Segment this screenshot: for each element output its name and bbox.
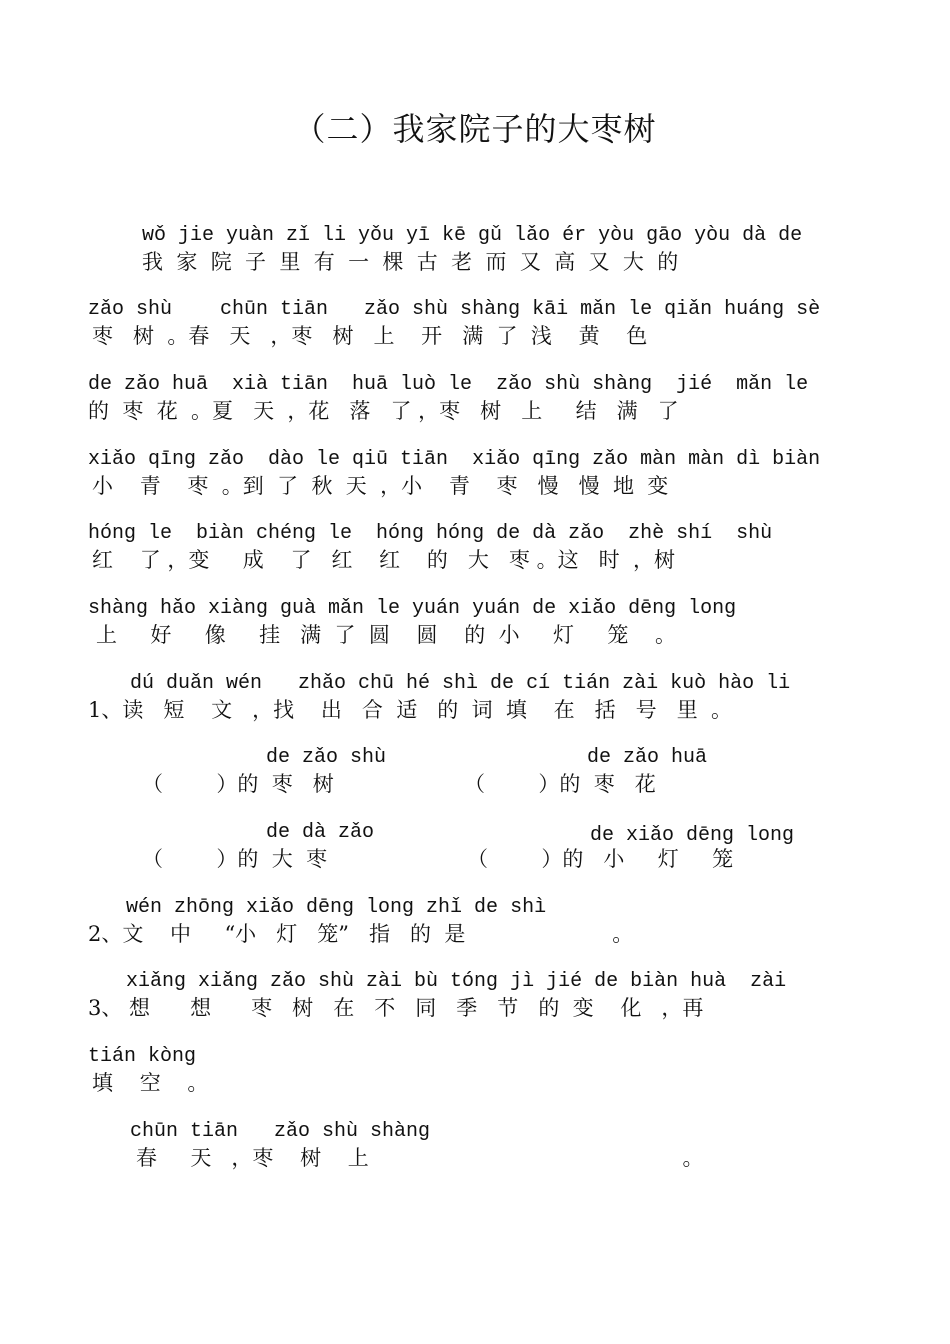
pinyin-question-2: wén zhōng xiǎo dēng long zhǐ de shì [126, 896, 547, 919]
pinyin-blank-2: de zǎo huā [587, 746, 708, 769]
question-3-text: 3、 想 想 枣 树 在 不 同 季 节 的 变 化 ，再 [88, 996, 704, 1020]
pinyin-line-6: shàng hǎo xiàng guà mǎn le yuán yuán de xiǎo dēng long [88, 597, 737, 620]
pinyin-fill-blank: tián kòng [88, 1045, 197, 1068]
hanzi-line-5: 红 了 ，变 成 了 红 红 的 大 枣 。这 时 ，树 [92, 548, 675, 572]
pinyin-question-1: dú duǎn wén zhǎo chū hé shì de cí tián zài kuò hào li [130, 672, 791, 695]
hanzi-line-2: 枣 树 。春 天 ，枣 树 上 开 满 了 浅 黄 色 [92, 324, 648, 348]
hanzi-line-6: 上 好 像 挂 满 了 圆 圆 的 小 灯 笼 。 [96, 623, 677, 647]
pinyin-blank-4: de xiǎo dēng long [590, 824, 795, 847]
question-2-text: 2、文 中 “小 灯 笼” 指 的 是 。 [88, 922, 634, 946]
blank-item-3[interactable]: （ ）的 大 枣 [142, 847, 328, 871]
page-title: （二）我家院子的大枣树 [293, 110, 657, 148]
pinyin-line-2: zǎo shù chūn tiān zǎo shù shàng kāi mǎn le qiǎn huáng sè [88, 298, 821, 321]
pinyin-line-1: wǒ jie yuàn zǐ li yǒu yī kē gǔ lǎo ér yòu gāo yòu dà de [142, 224, 803, 247]
pinyin-question-3: xiǎng xiǎng zǎo shù zài bù tóng jì jié de biàn huà zài [126, 970, 787, 993]
blank-item-2[interactable]: （ ）的 枣 花 [464, 772, 656, 796]
hanzi-line-4: 小 青 枣 。到 了 秋 天 ，小 青 枣 慢 慢 地 变 [92, 474, 669, 498]
pinyin-blank-1: de zǎo shù [266, 746, 387, 769]
pinyin-line-5: hóng le biàn chéng le hóng hóng de dà zǎo zhè shí shù [88, 522, 773, 545]
pinyin-spring-line: chūn tiān zǎo shù shàng [130, 1120, 431, 1143]
blank-item-1[interactable]: （ ）的 枣 树 [142, 772, 334, 796]
spring-answer-line[interactable]: 春 天 ，枣 树 上 。 [136, 1146, 704, 1170]
blank-item-4[interactable]: （ ）的 小 灯 笼 [467, 847, 734, 871]
fill-blank-text: 填 空 。 [92, 1071, 209, 1095]
hanzi-line-3: 的 枣 花 。夏 天 ，花 落 了 ，枣 树 上 结 满 了 [88, 399, 679, 423]
pinyin-line-3: de zǎo huā xià tiān huā luò le zǎo shù shàng jié mǎn le [88, 373, 809, 396]
hanzi-line-1: 我 家 院 子 里 有 一 棵 古 老 而 又 高 又 大 的 [142, 250, 679, 274]
pinyin-line-4: xiǎo qīng zǎo dào le qiū tiān xiǎo qīng zǎo màn màn dì biàn [88, 448, 821, 471]
pinyin-blank-3: de dà zǎo [266, 821, 375, 844]
question-1-text: 1、读 短 文 ，找 出 合 适 的 词 填 在 括 号 里 。 [88, 698, 733, 722]
